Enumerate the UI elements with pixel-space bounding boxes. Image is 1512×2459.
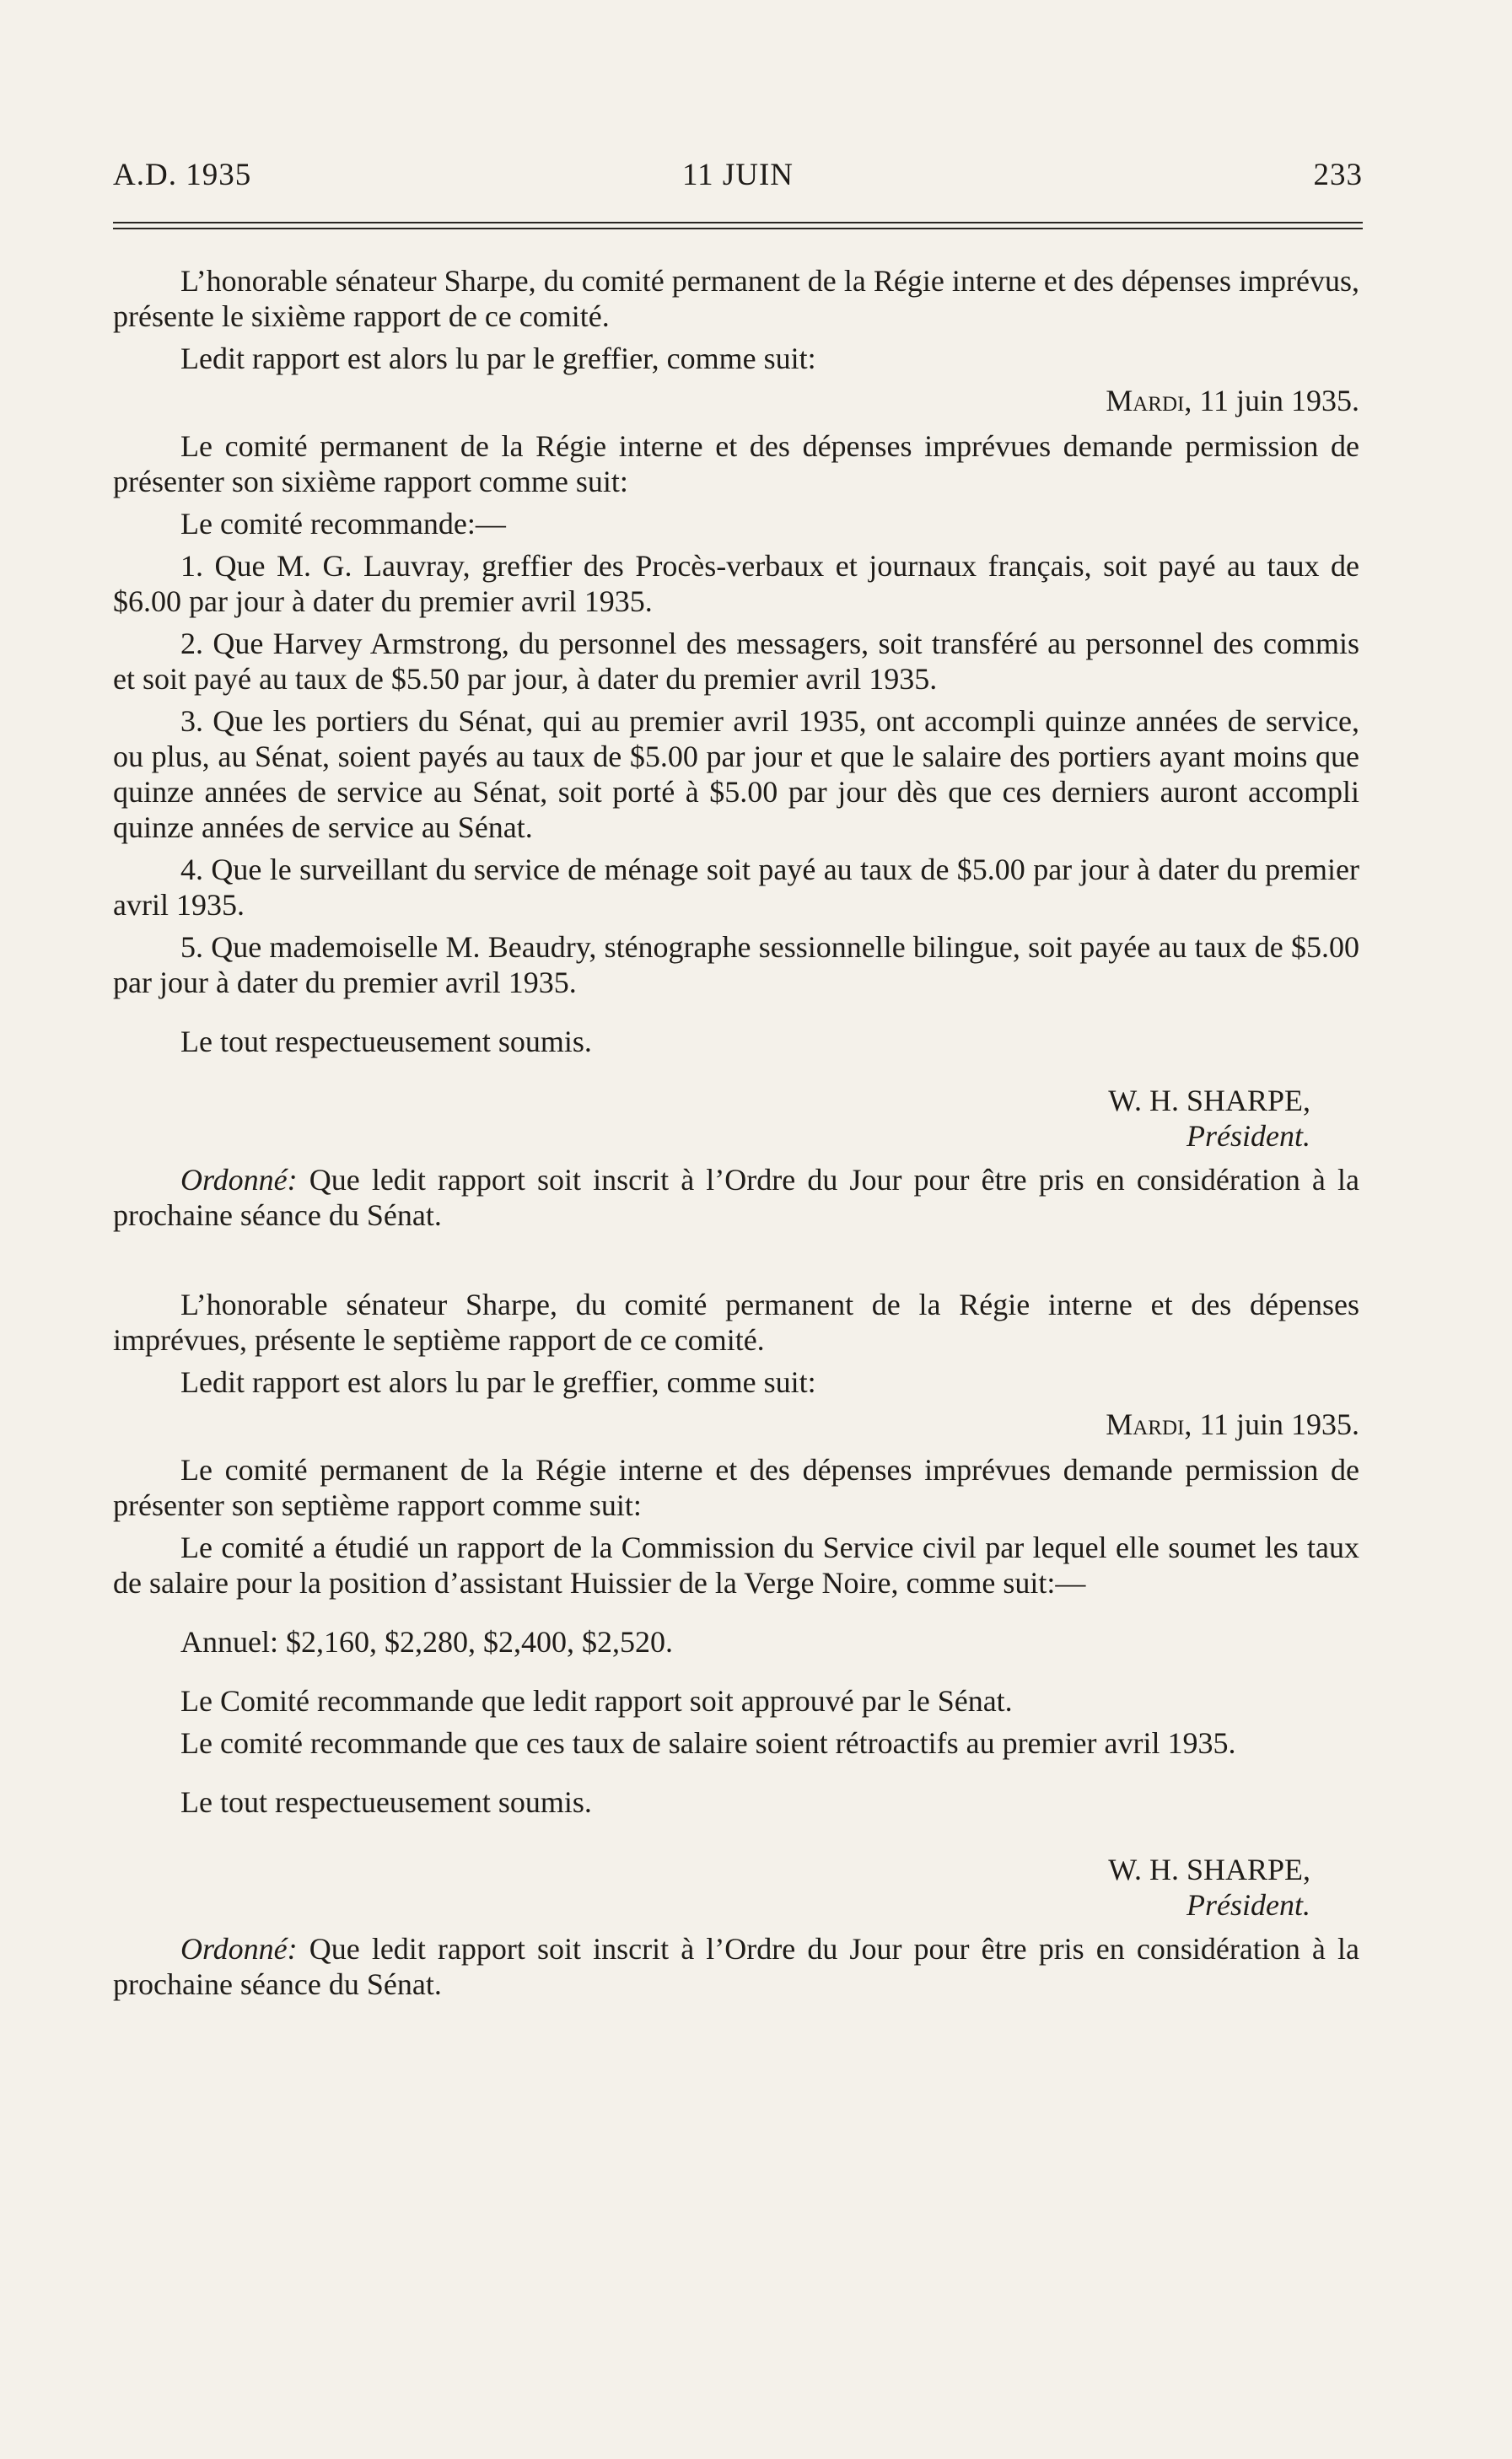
report6-lead: Le comité permanent de la Régie interne et des dépenses imprévues demande permission de présenter son sixième rapport comme suit:: [113, 429, 1359, 498]
report6-ordered: [113, 1162, 1359, 1233]
header-year: A.D. 1935: [113, 158, 252, 192]
report6-ordered-text: Que ledit rapport soit inscrit à l’Ordre du Jour pour être pris en considération à la prochaine séance du Sénat.: [113, 1163, 1359, 1232]
report6-signature: W. H. SHARPE,: [1108, 1084, 1310, 1117]
report7-date: [113, 1407, 1359, 1442]
report7-read: Ledit rapport est alors lu par le greffier, comme suit:: [180, 1365, 816, 1399]
report6-closing: Le tout respectueusement soumis.: [180, 1025, 592, 1058]
report6-role: Président.: [1186, 1119, 1310, 1153]
report6-ordered-label: Ordonné:: [180, 1163, 298, 1197]
report6-date-rest: , 11 juin 1935.: [1184, 384, 1359, 417]
report7-ordered-label: Ordonné:: [180, 1932, 298, 1966]
report7-ordered: [113, 1931, 1359, 2002]
page-number: 233: [1313, 158, 1363, 192]
report6-item-1: 1. Que M. G. Lauvray, greffier des Procès-verbaux et journaux français, soit payé au taux de $6.00 par jour à dater du premier avril 1935.: [113, 549, 1359, 618]
report6-item-3: 3. Que les portiers du Sénat, qui au premier avril 1935, ont accompli quinze années de service, ou plus, au Sénat, soient payés au taux de $5.00 par jour et que le salaire des portiers ayant moins que quinze années de service au Sénat, soit porté à $5.00 par jour dès que ces derniers auront accompli quinze années de service au Sénat.: [113, 704, 1359, 844]
report7-signature: W. H. SHARPE,: [1108, 1853, 1310, 1886]
report6-date: [113, 383, 1359, 418]
report7-annual: Annuel: $2,160, $2,280, $2,400, $2,520.: [180, 1625, 673, 1659]
report7-ordered-text: Que ledit rapport soit inscrit à l’Ordre du Jour pour être pris en considération à la prochaine séance du Sénat.: [113, 1932, 1359, 2001]
report7-studied: Le comité a étudié un rapport de la Commission du Service civil par lequel elle soumet les taux de salaire pour la position d’assistant Huissier de la Verge Noire, comme suit:—: [113, 1531, 1359, 1600]
report7-intro: L’honorable sénateur Sharpe, du comité permanent de la Régie interne et des dépenses imprévues, présente le septième rapport de ce comité.: [113, 1288, 1359, 1357]
page-header: [113, 157, 1363, 207]
report6-item-4: 4. Que le surveillant du service de ménage soit payé au taux de $5.00 par jour à dater du premier avril 1935.: [113, 853, 1359, 922]
report6-read: Ledit rapport est alors lu par le greffier, comme suit:: [180, 342, 816, 375]
report7-retro: Le comité recommande que ces taux de salaire soient rétroactifs au premier avril 1935.: [180, 1726, 1236, 1760]
header-date: 11 JUIN: [681, 158, 794, 192]
document-body: [113, 263, 1359, 2009]
header-double-rule: [113, 222, 1363, 229]
report7-date-day: Mardi: [1106, 1407, 1185, 1441]
report7-closing: Le tout respectueusement soumis.: [180, 1785, 592, 1819]
report6-date-day: Mardi: [1106, 384, 1185, 417]
report7-role: Président.: [1186, 1888, 1310, 1922]
report7-lead: Le comité permanent de la Régie interne et des dépenses imprévues demande permission de présenter son septième rapport comme suit:: [113, 1453, 1359, 1522]
report7-date-rest: , 11 juin 1935.: [1184, 1407, 1359, 1441]
report6-intro: L’honorable sénateur Sharpe, du comité permanent de la Régie interne et des dépenses imprévus, présente le sixième rapport de ce comité.: [113, 264, 1359, 333]
report6-recommends: Le comité recommande:—: [180, 507, 506, 541]
report6-item-5: 5. Que mademoiselle M. Beaudry, sténographe sessionnelle bilingue, soit payée au taux de $5.00 par jour à dater du premier avril 1935.: [113, 930, 1359, 999]
report6-item-2: 2. Que Harvey Armstrong, du personnel des messagers, soit transféré au personnel des commis et soit payé au taux de $5.50 par jour, à dater du premier avril 1935.: [113, 627, 1359, 696]
report7-approve: Le Comité recommande que ledit rapport soit approuvé par le Sénat.: [180, 1684, 1013, 1718]
